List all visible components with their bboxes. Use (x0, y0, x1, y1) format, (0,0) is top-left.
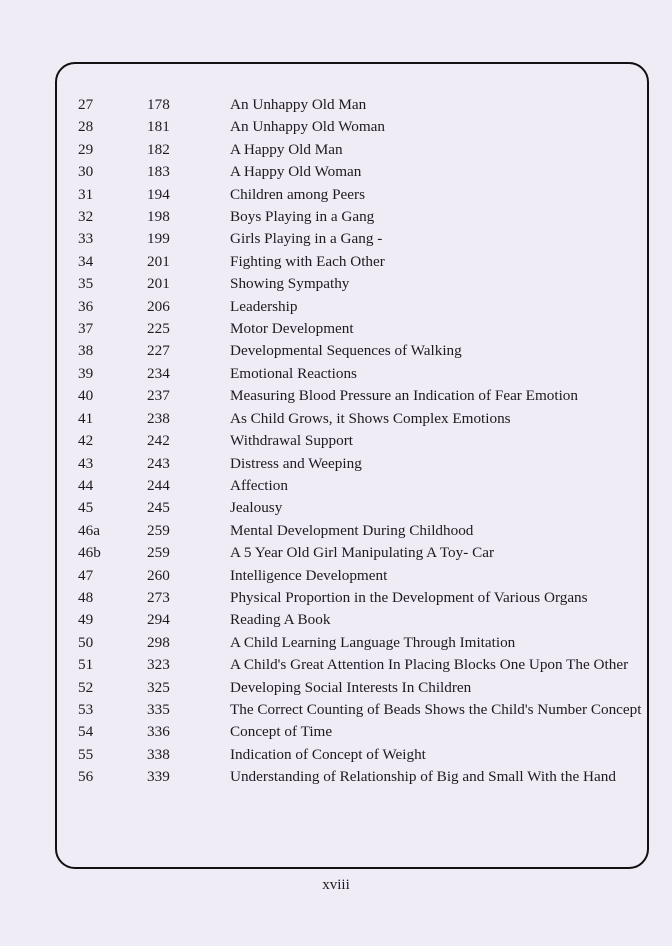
page-reference: 178 (147, 96, 170, 113)
page-reference: 339 (147, 768, 170, 786)
page-reference: 181 (147, 118, 170, 136)
page-reference: 206 (147, 297, 170, 315)
page-reference: 183 (147, 163, 170, 181)
figure-number: 43 (78, 454, 94, 472)
figure-entry (57, 340, 651, 362)
figure-number: 32 (78, 208, 94, 226)
figure-title: Girls Playing in a Gang - (230, 230, 383, 248)
figure-entry (57, 161, 651, 183)
figure-number: 29 (78, 140, 94, 158)
figure-entry (57, 385, 651, 407)
figure-entry (57, 273, 651, 295)
page-reference: 199 (147, 230, 170, 248)
page-reference: 198 (147, 208, 170, 226)
figure-number: 37 (78, 320, 94, 338)
page-reference: 244 (147, 476, 170, 494)
figure-title: Reading A Book (230, 611, 331, 629)
figure-entry (57, 206, 651, 228)
figure-number: 42 (78, 432, 94, 450)
figure-title: Concept of Time (230, 723, 333, 741)
figure-number: 52 (78, 678, 94, 696)
page-reference: 242 (147, 432, 170, 450)
figure-entry (57, 744, 651, 766)
page-reference: 227 (147, 342, 170, 360)
figure-number: 36 (78, 297, 94, 315)
figure-entry (57, 721, 651, 743)
figure-number: 53 (78, 700, 94, 718)
figure-title: Fighting with Each Other (230, 252, 385, 270)
figure-title: A Child Learning Language Through Imitation (230, 633, 516, 651)
figure-entry (57, 475, 651, 497)
figure-list (57, 94, 651, 789)
figure-number: 41 (78, 409, 94, 427)
figure-entry (57, 699, 651, 721)
figure-title: Affection (230, 476, 288, 494)
page-reference: 260 (147, 566, 170, 584)
figure-number: 40 (78, 387, 94, 405)
figure-number: 54 (78, 723, 94, 741)
figure-title: A 5 Year Old Girl Manipulating A Toy- Car (230, 544, 495, 562)
figure-title: An Unhappy Old Man (230, 96, 367, 113)
page-reference: 182 (147, 140, 170, 158)
page-reference: 338 (147, 745, 170, 763)
figure-entry (57, 677, 651, 699)
figure-entry (57, 184, 651, 206)
page-reference: 201 (147, 275, 170, 293)
figure-number: 49 (78, 611, 94, 629)
page-reference: 294 (147, 611, 170, 629)
page-reference: 336 (147, 723, 170, 741)
figure-entry (57, 318, 651, 340)
figure-title: A Child's Great Attention In Placing Blocks One Upon The Other (230, 656, 629, 674)
figure-entry (57, 296, 651, 318)
figure-title: Intelligence Development (230, 566, 388, 584)
figure-title: Mental Development During Childhood (230, 521, 474, 539)
page-reference: 225 (147, 320, 170, 338)
figure-title: Indication of Concept of Weight (230, 745, 426, 763)
figure-title: Distress and Weeping (230, 454, 362, 472)
page-number: xviii (322, 877, 350, 893)
figure-title: A Happy Old Woman (230, 163, 362, 181)
figure-number: 35 (78, 275, 94, 293)
figure-title: Measuring Blood Pressure an Indication of Fear Emotion (230, 387, 578, 405)
figure-number: 51 (78, 656, 94, 674)
figure-number: 56 (78, 768, 94, 786)
figure-entry (57, 139, 651, 161)
figure-entry (57, 609, 651, 631)
page-reference: 245 (147, 499, 170, 517)
figure-title: Developing Social Interests In Children (230, 678, 472, 696)
figure-number: 39 (78, 364, 94, 382)
page-reference: 243 (147, 454, 170, 472)
figure-number: 28 (78, 118, 94, 136)
figure-entry (57, 430, 651, 452)
figure-number: 46b (78, 544, 101, 562)
page-reference: 259 (147, 544, 170, 562)
figure-entry (57, 453, 651, 475)
page-reference: 201 (147, 252, 170, 270)
figure-entry (57, 363, 651, 385)
page-reference: 194 (147, 185, 170, 203)
page-reference: 298 (147, 633, 170, 651)
figure-list-box (55, 62, 649, 869)
figure-entry (57, 565, 651, 587)
figure-number: 27 (78, 96, 94, 113)
page-reference: 259 (147, 521, 170, 539)
figure-title: Children among Peers (230, 185, 365, 203)
figure-entry (57, 587, 651, 609)
figure-title: Developmental Sequences of Walking (230, 342, 462, 360)
figure-number: 47 (78, 566, 94, 584)
figure-title: Physical Proportion in the Development of Various Organs (230, 588, 588, 606)
figure-entry (57, 94, 651, 116)
page-reference: 237 (147, 387, 170, 405)
figure-entry (57, 408, 651, 430)
figure-entry (57, 542, 651, 564)
figure-title: A Happy Old Man (230, 140, 343, 158)
figure-number: 46a (78, 521, 100, 539)
figure-title: Showing Sympathy (230, 275, 350, 293)
figure-title: Emotional Reactions (230, 364, 357, 382)
figure-title: Boys Playing in a Gang (230, 208, 375, 226)
figure-entry (57, 251, 651, 273)
figure-title: Understanding of Relationship of Big and Small With the Hand (230, 768, 616, 786)
page-reference: 335 (147, 700, 170, 718)
figure-title: The Correct Counting of Beads Shows the Child's Number Concept (230, 700, 642, 718)
page-reference: 238 (147, 409, 170, 427)
page-reference: 234 (147, 364, 170, 382)
figure-number: 45 (78, 499, 94, 517)
figure-entry (57, 497, 651, 519)
page-reference: 325 (147, 678, 170, 696)
figure-title: Leadership (230, 297, 298, 315)
figure-title: Withdrawal Support (230, 432, 353, 450)
figure-title: An Unhappy Old Woman (230, 118, 385, 136)
figure-entry (57, 228, 651, 250)
figure-number: 44 (78, 476, 94, 494)
page-reference: 273 (147, 588, 170, 606)
figure-number: 50 (78, 633, 94, 651)
figure-title: Jealousy (230, 499, 283, 517)
figure-entry (57, 116, 651, 138)
figure-title: As Child Grows, it Shows Complex Emotions (230, 409, 511, 427)
figure-entry (57, 766, 651, 788)
figure-entry (57, 654, 651, 676)
figure-entry (57, 520, 651, 542)
figure-number: 30 (78, 163, 94, 181)
figure-number: 34 (78, 252, 94, 270)
figure-number: 48 (78, 588, 94, 606)
figure-number: 38 (78, 342, 94, 360)
figure-number: 31 (78, 185, 94, 203)
figure-title: Motor Development (230, 320, 354, 338)
figure-number: 33 (78, 230, 94, 248)
figure-entry (57, 632, 651, 654)
figure-number: 55 (78, 745, 94, 763)
page-reference: 323 (147, 656, 170, 674)
